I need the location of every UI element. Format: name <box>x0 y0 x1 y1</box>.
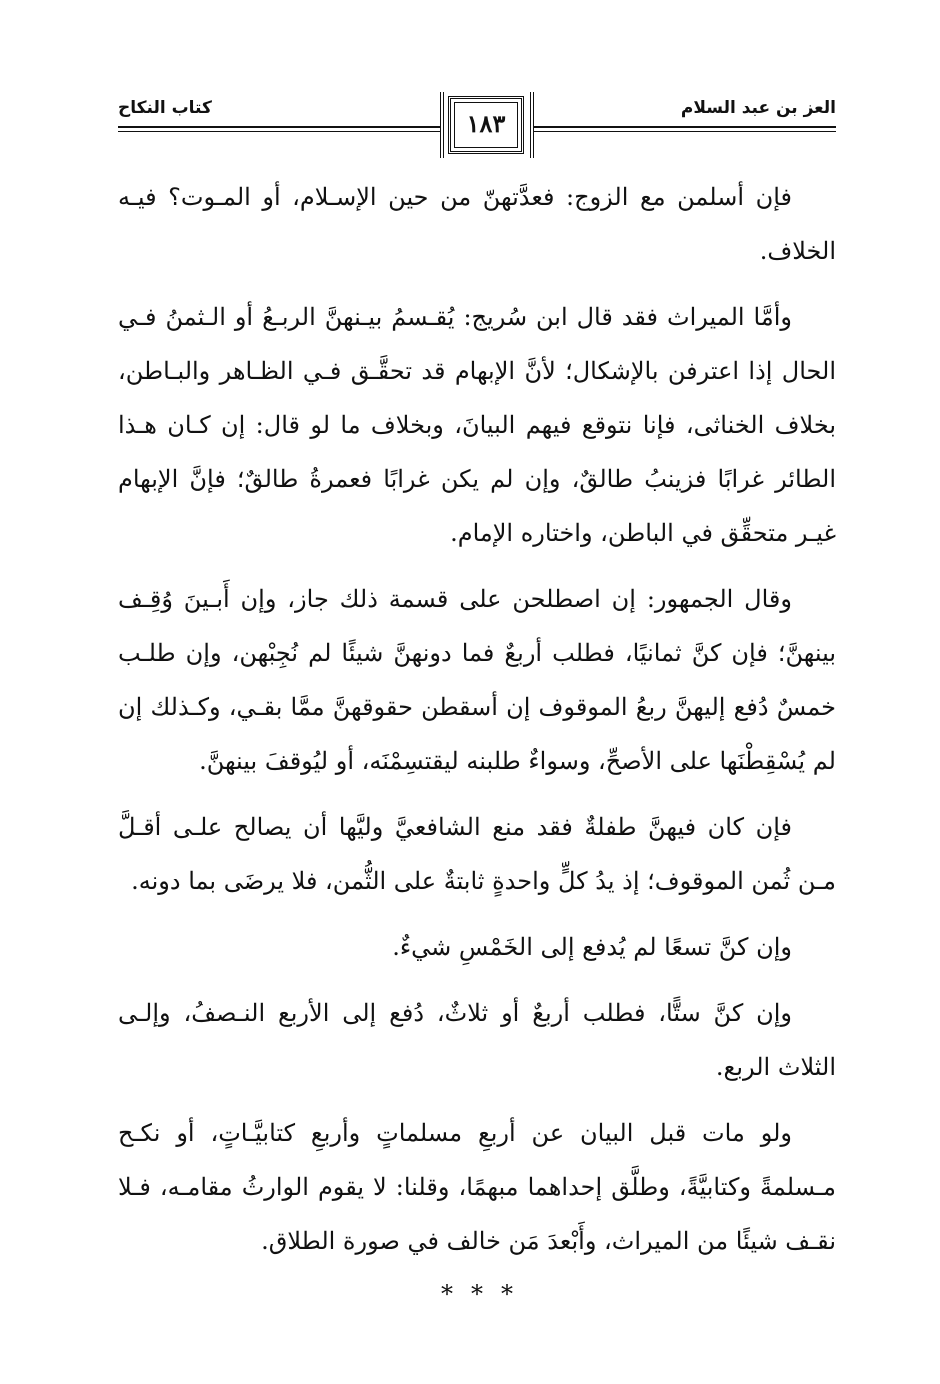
section-end-ornament: *** <box>441 1280 531 1308</box>
page-number: ١٨٣ <box>466 109 506 138</box>
frame-bar-right <box>530 92 534 158</box>
page-body <box>118 170 836 1308</box>
paragraph-1: فإن أسلمن مع الزوج: فعدَّتهنّ من حين الإسـلام، أو المـوت؟ فيـه الخلاف. <box>118 183 836 265</box>
paragraph-5: وإن كنَّ تسعًا لم يُدفع إلى الخَمْسِ شيءٌ. <box>392 933 792 961</box>
running-head-author: العز بن عبد السلام <box>675 98 836 118</box>
page-header <box>118 92 836 162</box>
frame-bar-left <box>440 92 444 158</box>
page-number-frame <box>440 92 534 158</box>
paragraph-4: فإن كان فيهنَّ طفلةٌ فقد منع الشافعيَّ وليَّها أن يصالح علـى أقـلَّ مـن ثُمن الموقوف؛ إذ يدُ كلٍّ واحدةٍ ثابتةٌ على الثُّمن، فلا يرضَى بما دونه. <box>118 813 836 895</box>
paragraph-6: وإن كنَّ ستًّا، فطلب أربعٌ أو ثلاثٌ، دُفع إلى الأربع النـصفُ، وإلـى الثلاث الربع. <box>118 999 836 1081</box>
paragraph-2: وأمَّا الميراث فقد قال ابن سُريج: يُقـسمُ بيـنهنَّ الربـعُ أو الـثمنُ فـي الحال إذا اعترفن بالإشكال؛ لأنَّ الإبهام قد تحقَّـق فـي الظـاهر والبـاطن، بخلاف الخناثى، فإنا نتوقع فيهم البيانَ، وبخلاف ما لو قال: إن كـان هـذا الطائر غرابًا فزينبُ طالقٌ، وإن لم يكن غرابًا فعمرةُ طالقٌ؛ فإنَّ الإبهام غيـر متحقِّق في الباطن، واختاره الإمام. <box>118 303 836 547</box>
paragraph-3: وقال الجمهور: إن اصطلحن على قسمة ذلك جاز، وإن أَبـينَ وُقِـف بينهنَّ؛ فإن كنَّ ثمانيًا، فطلب أربعٌ فما دونهنَّ شيئًا لم نُجِبْهن، وإن طلـب خمسٌ دُفع إليهنَّ ربعُ الموقوف إن أسقطن حقوقهنَّ ممَّا بقـي، وكـذلك إن لم يُسْقِطْنَها على الأصحِّ، وسواءٌ طلبنه ليقتسِمْنَه، أو ليُوقفَ بينهنَّ. <box>118 585 836 775</box>
running-head-section: كتاب النكاح <box>118 98 218 118</box>
paragraph-7: ولو مات قبل البيان عن أربعِ مسلماتٍ وأربعِ كتابيَّـاتٍ، أو نكـح مـسلمةً وكتابيَّةً، وطلَّق إحداهما مبهمًا، وقلنا: لا يقوم الوارثُ مقامـه، فـلا نقـف شيئًا من الميراث، وأَبْعدَ مَن خالف في صورة الطلاق. <box>118 1119 836 1255</box>
